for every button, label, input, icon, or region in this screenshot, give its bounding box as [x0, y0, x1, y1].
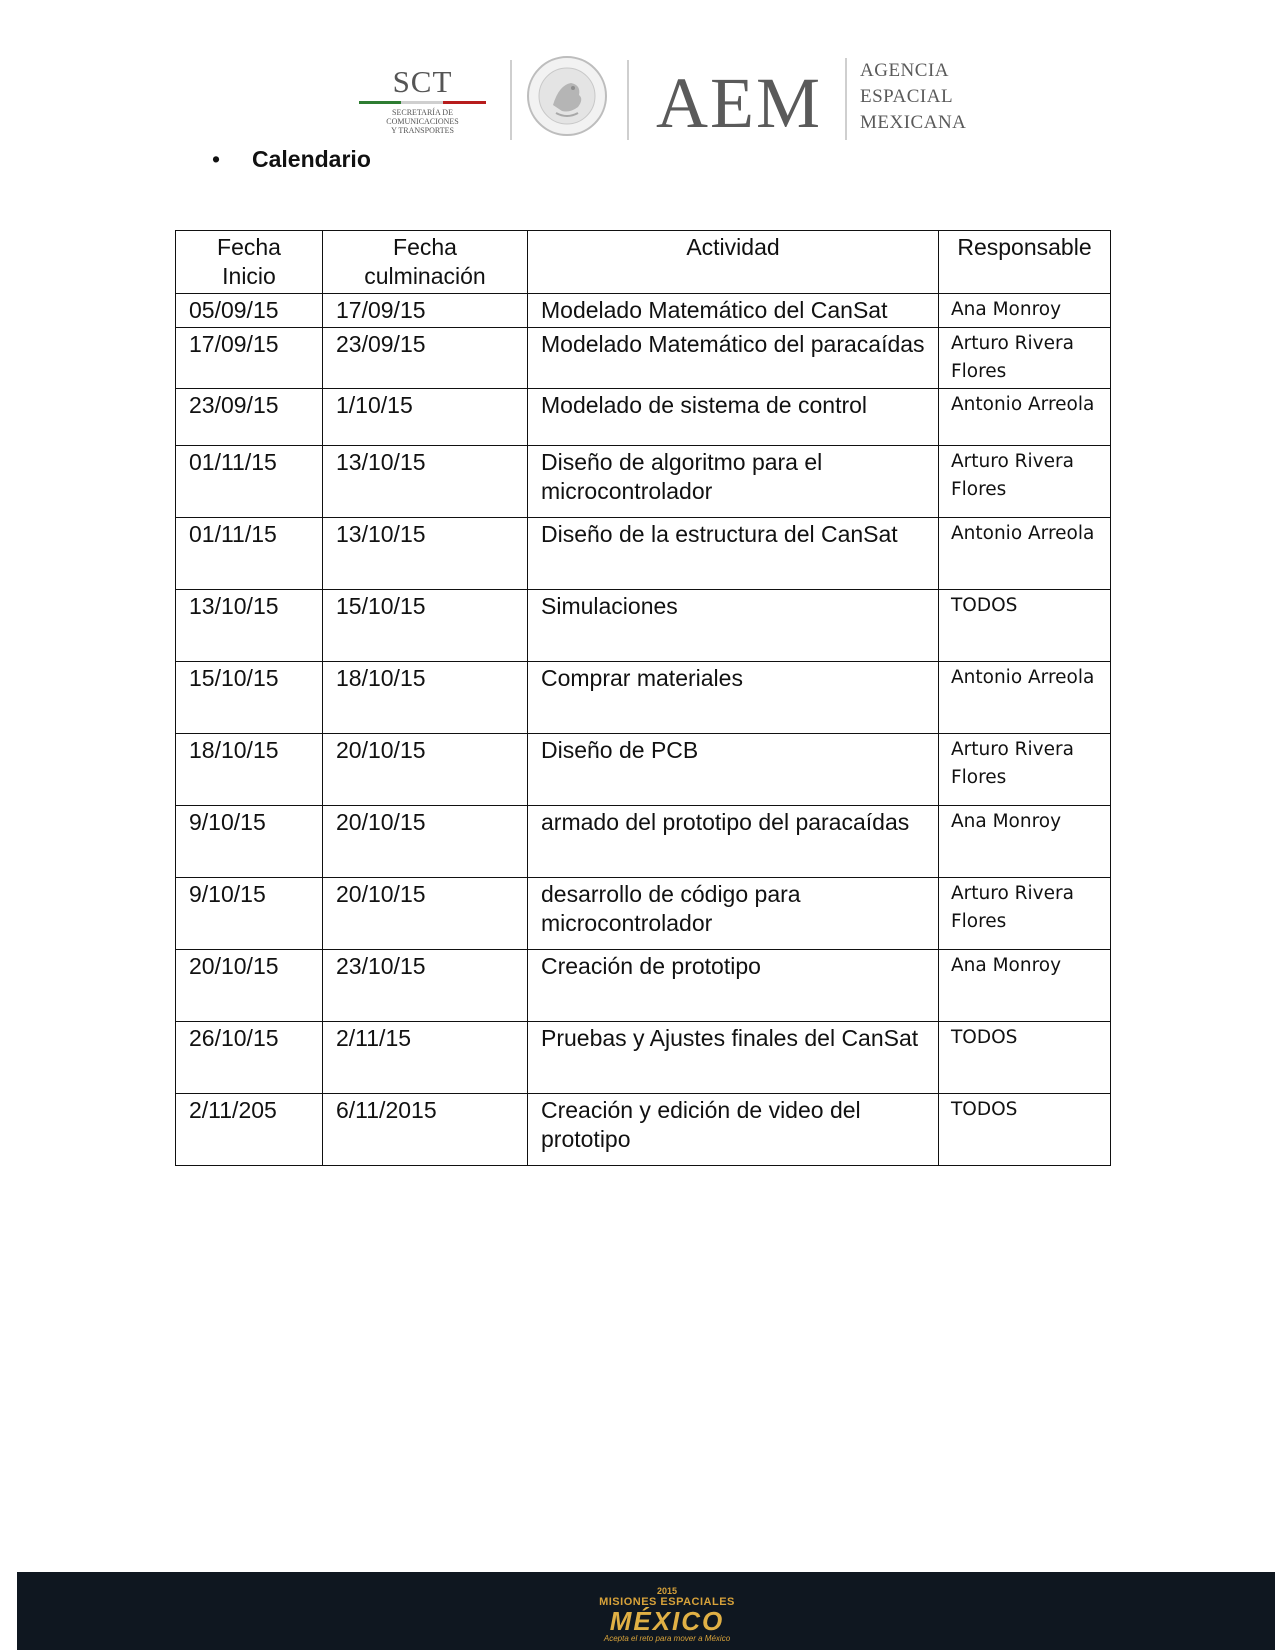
header-end-date	[323, 231, 528, 294]
table-row	[176, 1022, 1111, 1094]
end-date-cell: 17/09/15	[323, 294, 528, 328]
start-date-cell: 23/09/15	[176, 389, 323, 446]
activity-cell: desarrollo de código para microcontrolador	[528, 878, 939, 950]
responsible-cell: Antonio Arreola	[939, 662, 1111, 734]
responsible-cell: TODOS	[939, 590, 1111, 662]
start-date-cell: 01/11/15	[176, 518, 323, 590]
start-date-cell: 01/11/15	[176, 446, 323, 518]
table-row	[176, 878, 1111, 950]
sct-logo	[355, 66, 490, 138]
sct-logo-title: SCT	[392, 64, 453, 99]
header-activity: Actividad	[528, 231, 939, 294]
end-date-cell: 20/10/15	[323, 734, 528, 806]
responsible-cell: Ana Monroy	[939, 806, 1111, 878]
misiones-espaciales-logo	[587, 1586, 747, 1644]
table-row	[176, 734, 1111, 806]
activity-cell: Comprar materiales	[528, 662, 939, 734]
header-start-line: Inicio	[222, 263, 276, 289]
start-date-cell: 17/09/15	[176, 328, 323, 389]
responsible-cell: Arturo Rivera Flores	[939, 734, 1111, 806]
start-date-cell: 20/10/15	[176, 950, 323, 1022]
table-row	[176, 518, 1111, 590]
footer-logo-title: MISIONES ESPACIALES	[599, 1596, 735, 1608]
header-start-line: Fecha	[217, 234, 281, 260]
section-title	[212, 146, 371, 173]
footer-logo-main: MÉXICO	[609, 1606, 725, 1636]
table-row	[176, 590, 1111, 662]
page-footer	[17, 1572, 1275, 1650]
section-title-text: Calendario	[252, 146, 371, 172]
end-date-cell: 6/11/2015	[323, 1094, 528, 1166]
responsible-cell: Antonio Arreola	[939, 518, 1111, 590]
mexico-seal-icon	[526, 55, 608, 137]
start-date-cell: 2/11/205	[176, 1094, 323, 1166]
activity-cell: Modelado Matemático del CanSat	[528, 294, 939, 328]
activity-cell: armado del prototipo del paracaídas	[528, 806, 939, 878]
activity-cell: Diseño de la estructura del CanSat	[528, 518, 939, 590]
footer-logo-tagline: Acepta el reto para mover a México	[603, 1634, 731, 1643]
end-date-cell: 13/10/15	[323, 518, 528, 590]
end-date-cell: 18/10/15	[323, 662, 528, 734]
header-start-date	[176, 231, 323, 294]
activity-cell: Simulaciones	[528, 590, 939, 662]
start-date-cell: 13/10/15	[176, 590, 323, 662]
activity-cell: Modelado Matemático del paracaídas	[528, 328, 939, 389]
responsible-cell: Arturo Rivera Flores	[939, 328, 1111, 389]
aem-logo-acronym: AEM	[656, 63, 822, 143]
table-row	[176, 389, 1111, 446]
schedule-table	[175, 230, 1111, 1166]
start-date-cell: 26/10/15	[176, 1022, 323, 1094]
start-date-cell: 15/10/15	[176, 662, 323, 734]
end-date-cell: 1/10/15	[323, 389, 528, 446]
activity-cell: Creación y edición de video del prototipo	[528, 1094, 939, 1166]
activity-cell: Diseño de PCB	[528, 734, 939, 806]
aem-logo-name	[860, 58, 966, 136]
header-divider	[510, 60, 512, 140]
start-date-cell: 9/10/15	[176, 878, 323, 950]
end-date-cell: 23/10/15	[323, 950, 528, 1022]
activity-cell: Creación de prototipo	[528, 950, 939, 1022]
aem-name-line: AGENCIA	[860, 60, 949, 81]
aem-name-line: ESPACIAL	[860, 86, 954, 107]
header-divider	[845, 58, 847, 140]
footer-logo-year: 2015	[656, 1586, 678, 1596]
activity-cell: Modelado de sistema de control	[528, 389, 939, 446]
responsible-cell: Arturo Rivera Flores	[939, 878, 1111, 950]
end-date-cell: 23/09/15	[323, 328, 528, 389]
start-date-cell: 9/10/15	[176, 806, 323, 878]
table-row	[176, 806, 1111, 878]
table-row	[176, 294, 1111, 328]
header-divider	[627, 60, 629, 140]
start-date-cell: 18/10/15	[176, 734, 323, 806]
page-header	[0, 0, 1275, 145]
table-header-row	[176, 231, 1111, 294]
start-date-cell: 05/09/15	[176, 294, 323, 328]
sct-subtitle-line: SECRETARÍA DE	[392, 108, 453, 117]
sct-logo-tricolor-bar	[359, 101, 486, 104]
header-end-line: Fecha	[393, 234, 457, 260]
aem-name-line: MEXICANA	[860, 112, 967, 133]
table-row	[176, 328, 1111, 389]
header-end-line: culminación	[364, 263, 486, 289]
end-date-cell: 13/10/15	[323, 446, 528, 518]
activity-cell: Diseño de algoritmo para el microcontrolador	[528, 446, 939, 518]
sct-logo-subtitle	[355, 108, 490, 135]
responsible-cell: Ana Monroy	[939, 294, 1111, 328]
header-responsible: Responsable	[939, 231, 1111, 294]
end-date-cell: 20/10/15	[323, 878, 528, 950]
table-row	[176, 950, 1111, 1022]
end-date-cell: 2/11/15	[323, 1022, 528, 1094]
responsible-cell: TODOS	[939, 1022, 1111, 1094]
end-date-cell: 20/10/15	[323, 806, 528, 878]
table-row	[176, 662, 1111, 734]
bullet: •	[212, 146, 221, 172]
responsible-cell: TODOS	[939, 1094, 1111, 1166]
sct-subtitle-line: Y TRANSPORTES	[391, 126, 454, 135]
table-row	[176, 1094, 1111, 1166]
responsible-cell: Antonio Arreola	[939, 389, 1111, 446]
responsible-cell: Arturo Rivera Flores	[939, 446, 1111, 518]
activity-cell: Pruebas y Ajustes finales del CanSat	[528, 1022, 939, 1094]
responsible-cell: Ana Monroy	[939, 950, 1111, 1022]
end-date-cell: 15/10/15	[323, 590, 528, 662]
table-row	[176, 446, 1111, 518]
sct-subtitle-line: COMUNICACIONES	[386, 117, 459, 126]
